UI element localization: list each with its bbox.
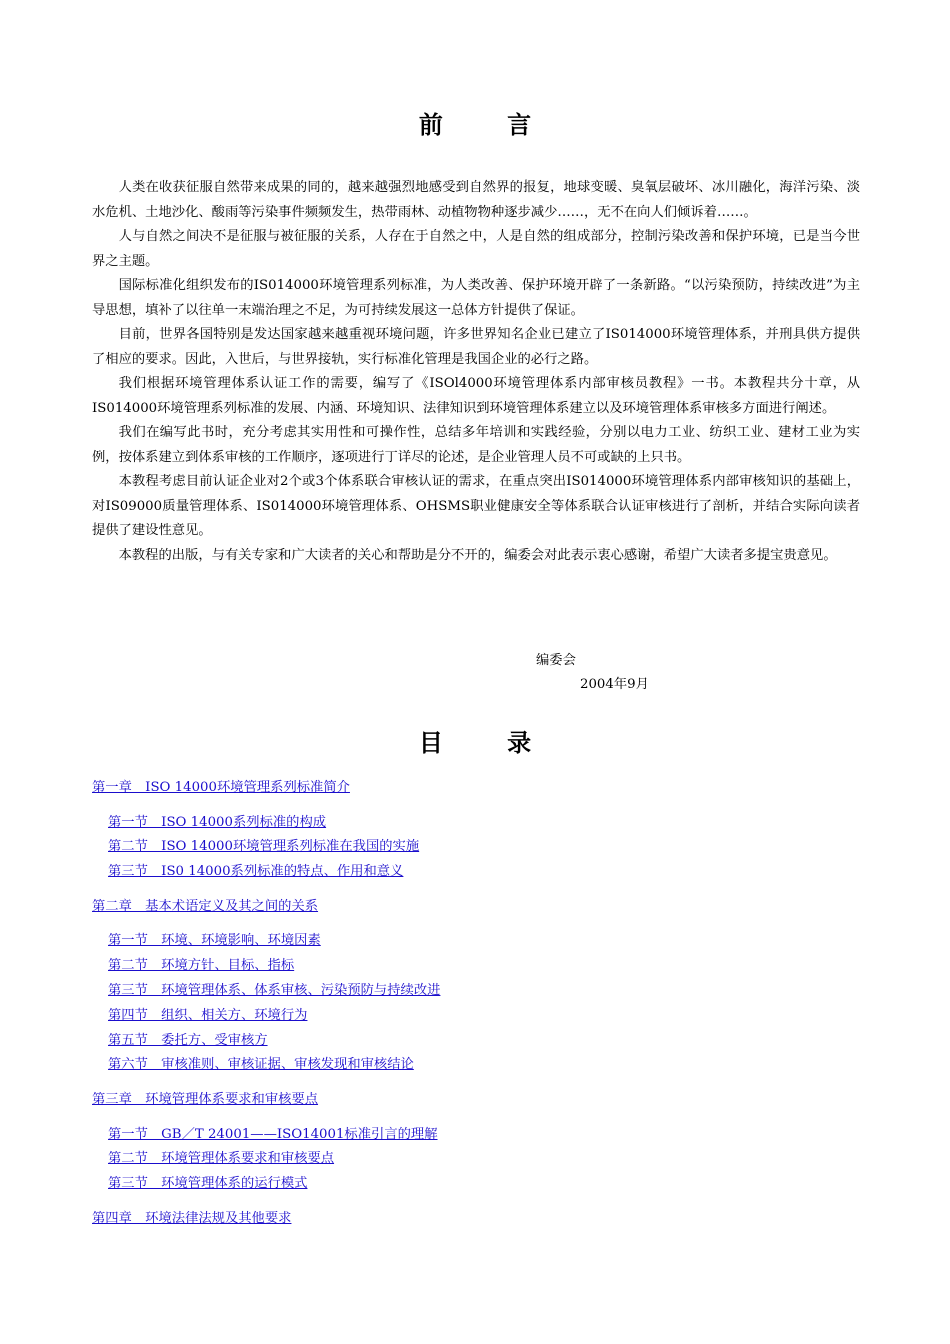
toc-link-1-3[interactable]: 第三节 IS0 14000系列标准的特点、作用和意义	[108, 864, 404, 880]
preface-paragraph: 本教程考虑目前认证企业对2个或3个体系联合审核认证的需求，在重点突出IS014000环境管理体系内部审核知识的基础上，对IS09000质量管理体系、IS014000环境管理体系、OHSMS职业健康安全等体系联合认证审核进行了剖析，并结合实际向读者提供了建设性意见。	[92, 474, 860, 538]
preface-date: 2004年9月	[580, 677, 649, 692]
preface-paragraph: 人与自然之间决不是征服与被征服的关系，人存在于自然之中，人是自然的组成部分，控制污染改善和保护环境，已是当今世界之主题。	[92, 229, 860, 269]
toc-link-3-3[interactable]: 第三节 环境管理体系的运行模式	[108, 1176, 308, 1192]
toc-link-2-2[interactable]: 第二节 环境方针、目标、指标	[108, 958, 295, 974]
toc-link-chapter-3[interactable]: 第三章 环境管理体系要求和审核要点	[92, 1092, 319, 1108]
toc-section	[108, 929, 872, 954]
toc-chapter-3	[92, 1088, 872, 1113]
toc-section	[108, 1053, 872, 1078]
preface-paragraph: 我们在编写此书时，充分考虑其实用性和可操作性，总结多年培训和实践经验，分别以电力工业、纺织工业、建材工业为实例，按体系建立到体系审核的工作顺序，逐项进行丁详尽的论述，是企业管理人员不可或缺的上只书。	[92, 425, 860, 465]
toc-chapter-4	[92, 1207, 872, 1232]
preface-title: 前 言	[418, 110, 560, 139]
toc-link-3-2[interactable]: 第二节 环境管理体系要求和审核要点	[108, 1151, 335, 1167]
toc-section	[108, 1029, 872, 1054]
preface-paragraph: 目前，世界各国特别是发达国家越来越重视环境问题，许多世界知名企业已建立了IS014000环境管理体系，并刑具供方提供了相应的要求。因此，入世后，与世界接轨，实行标准化管理是我国企业的必行之路。	[92, 327, 860, 367]
toc-section	[108, 979, 872, 1004]
toc-link-2-1[interactable]: 第一节 环境、环境影响、环境因素	[108, 933, 321, 949]
toc-section	[108, 1004, 872, 1029]
toc-chapter-1-sections	[108, 811, 872, 885]
toc-section	[108, 835, 872, 860]
preface-paragraph: 人类在收获征服自然带来成果的同的，越来越强烈地感受到自然界的报复，地球变暖、臭氧层破坏、冰川融化，海洋污染、淡水危机、土地沙化、酸雨等污染事件频频发生，热带雨林、动植物物种逐步减少……，无不在向人们倾诉着……。	[92, 180, 860, 220]
toc-title: 目 录	[418, 728, 560, 757]
toc-section	[108, 1172, 872, 1197]
toc-link-3-1[interactable]: 第一节 GB／T 24001——ISO14001标准引言的理解	[108, 1126, 438, 1142]
preface-signature: 编委会	[536, 653, 576, 668]
toc-link-2-3[interactable]: 第三节 环境管理体系、体系审核、污染预防与持续改进	[108, 982, 441, 998]
preface-paragraph: 本教程的出版，与有关专家和广大读者的关心和帮助是分不开的，编委会对此表示衷心感谢，希望广大读者多提宝贵意见。	[118, 547, 837, 563]
toc-link-2-4[interactable]: 第四节 组织、相关方、环境行为	[108, 1007, 308, 1023]
toc-chapter-3-sections	[108, 1123, 872, 1197]
toc-link-chapter-4[interactable]: 第四章 环境法律法规及其他要求	[92, 1211, 292, 1227]
table-of-contents	[92, 776, 872, 1242]
preface-paragraph: 国际标准化组织发布的IS014000环境管理系列标准，为人类改善、保护环境开辟了一条新路。“以污染预防，持续改进”为主导思想，填补了以往单一末端治理之不足，为可持续发展这一总体方针提供了保证。	[92, 278, 860, 318]
toc-chapter-2-sections	[108, 929, 872, 1078]
toc-section	[108, 1147, 872, 1172]
toc-section	[108, 811, 872, 836]
toc-chapter-2	[92, 895, 872, 920]
toc-link-2-5[interactable]: 第五节 委托方、受审核方	[108, 1032, 268, 1048]
toc-link-chapter-2[interactable]: 第二章 基本术语定义及其之间的关系	[92, 898, 319, 914]
toc-chapter-1	[92, 776, 872, 801]
toc-link-1-2[interactable]: 第二节 ISO 14000环境管理系列标准在我国的实施	[108, 839, 420, 855]
toc-link-2-6[interactable]: 第六节 审核准则、审核证据、审核发现和审核结论	[108, 1057, 414, 1073]
preface-paragraph: 我们根据环境管理体系认证工作的需要，编写了《ISOl4000环境管理体系内部审核员教程》一书。本教程共分十章，从IS014000环境管理系列标准的发展、内涵、环境知识、法律知识到环境管理体系建立以及环境管理体系审核多方面进行阐述。	[92, 376, 860, 416]
toc-section	[108, 1123, 872, 1148]
toc-link-1-1[interactable]: 第一节 ISO 14000系列标准的构成	[108, 814, 327, 830]
toc-section	[108, 860, 872, 885]
toc-section	[108, 954, 872, 979]
toc-link-chapter-1[interactable]: 第一章 ISO 14000环境管理系列标准简介	[92, 780, 350, 795]
preface-body	[92, 176, 860, 568]
